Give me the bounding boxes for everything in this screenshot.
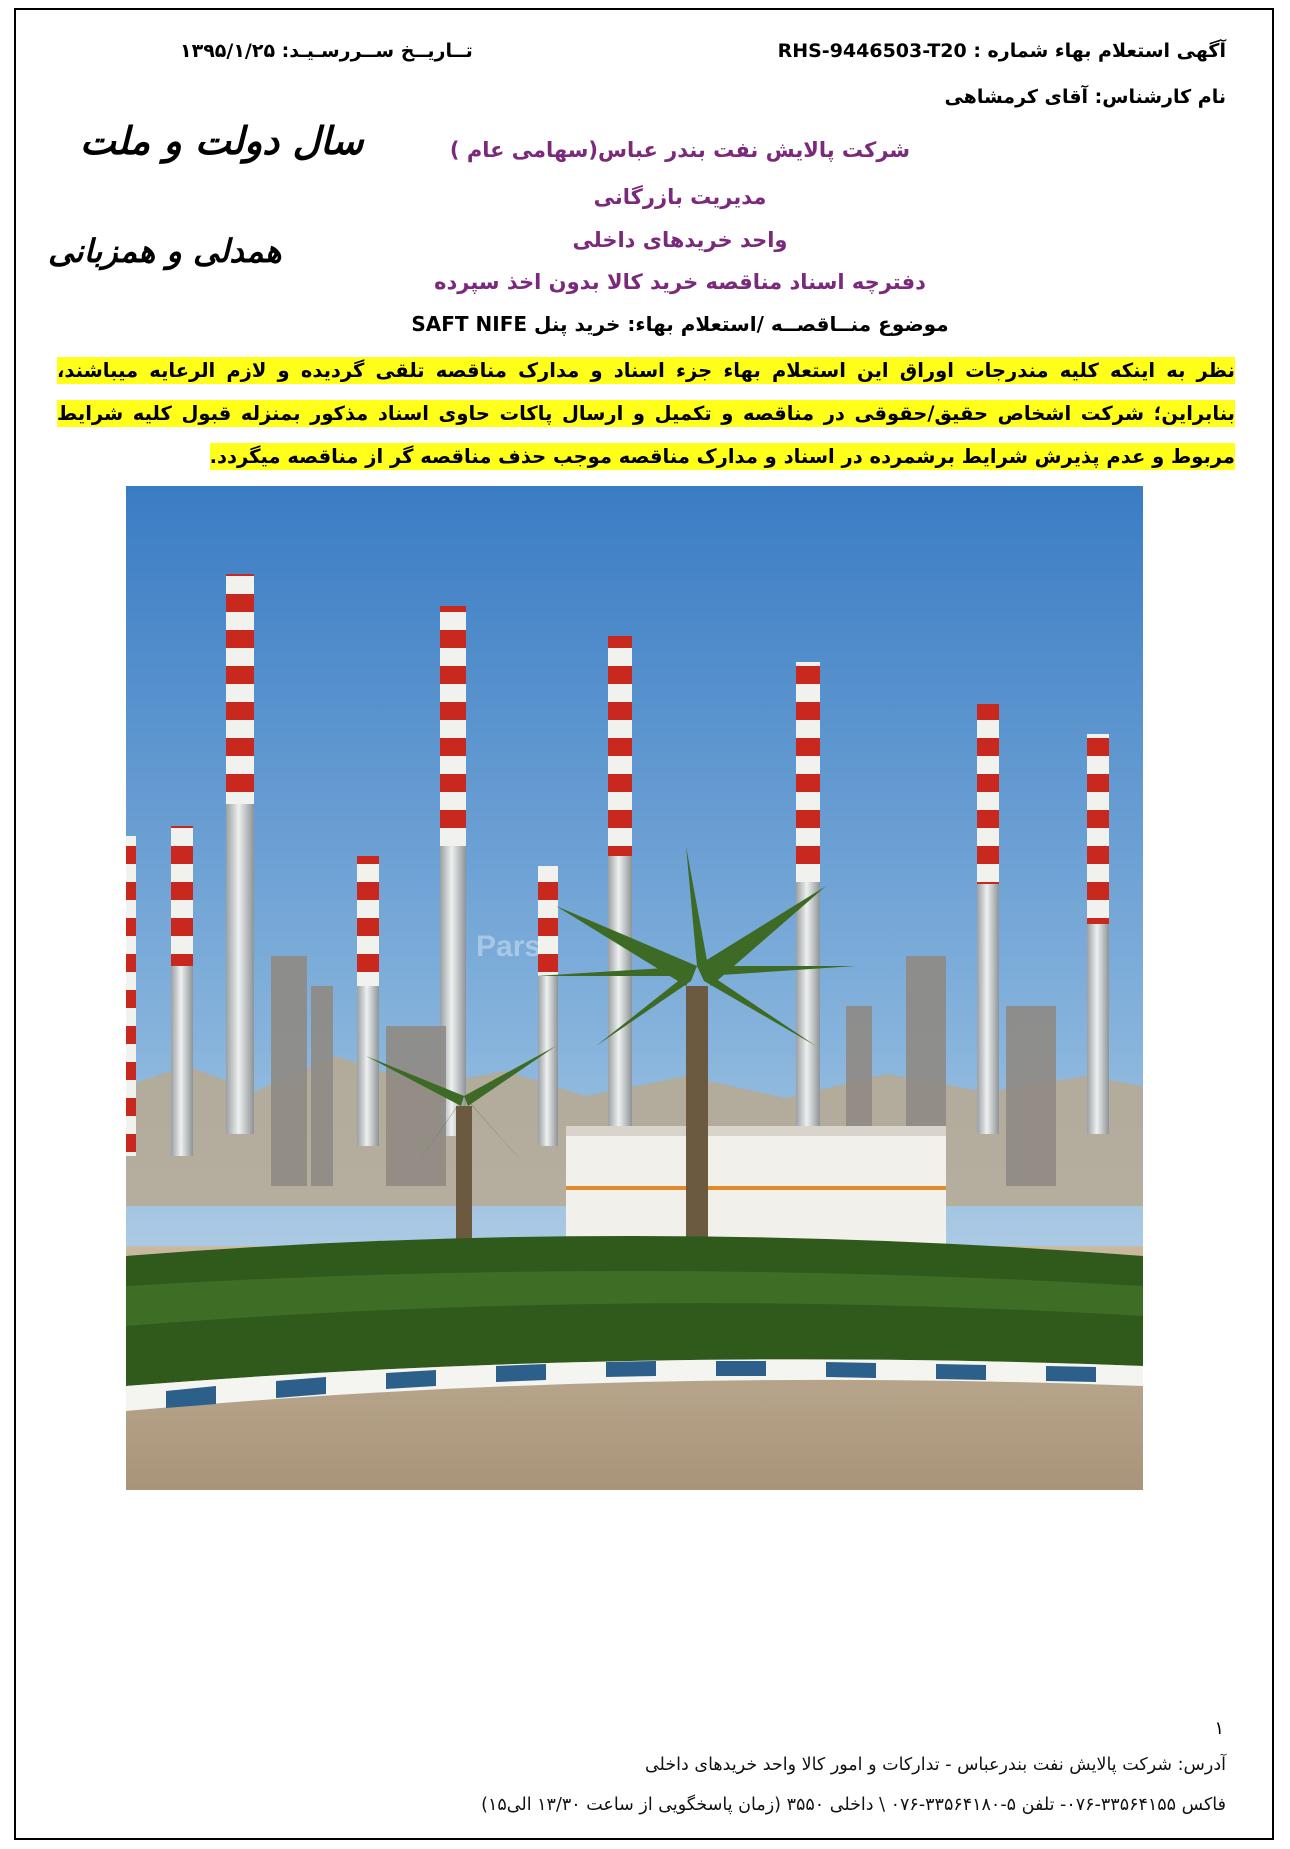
expert-name: نام کارشناس: آقای کرمشاهی — [944, 86, 1226, 108]
company-name: شرکت پالایش نفت بندر عباس(سهامی عام ) — [449, 138, 911, 162]
notice-text: نظر به اینکه کلیه مندرجات اوراق این استعلام بهاء جزء اسناد و مدارک مناقصه تلقی گردیده و لازم الرعایه میباشند، بنابراین؛ شرکت اشخاص حقیق/حقوقی در مناقصه و تکمیل و ارسال پاکات حاوی اسناد مذکور بمنزله قبول کلیه شرایط مربوط و عدم پذیرش شرایط برشمرده در اسناد و مدارک مناقصه موجب حذف مناقصه گر از مناقصه میگردد. — [57, 359, 1235, 468]
refinery-photo — [126, 486, 1143, 1490]
page-number: ۱ — [1214, 1718, 1224, 1739]
department-name: مدیریت بازرگانی — [593, 185, 767, 209]
booklet-title: دفترچه اسناد مناقصه خرید کالا بدون اخذ سپرده — [434, 270, 926, 294]
slogan-empathy: همدلی و همزبانی — [48, 232, 282, 270]
watermark-text: Pars — [476, 930, 542, 963]
footer-contact: فاکس ۳۳۵۶۴۱۵۵-۰۷۶- تلفن ۵-۳۳۵۶۴۱۸۰-۰۷۶ \ داخلی ۳۵۵۰ (زمان پاسخگویی از ساعت ۱۳/۳۰ الی۱۵) — [481, 1795, 1226, 1815]
notice-paragraph — [57, 349, 1235, 478]
footer-address: آدرس: شرکت پالایش نفت بندرعباس - تدارکات و امور کالا واحد خریدهای داخلی — [644, 1755, 1226, 1775]
unit-name: واحد خریدهای داخلی — [572, 228, 788, 252]
tender-subject: موضوع منــاقصــه /استعلام بهاء: خرید پنل SAFT NIFE — [411, 312, 949, 336]
due-date: تــاریــخ ســررسـیـد: ۱۳۹۵/۱/۲۵ — [180, 40, 473, 62]
inquiry-number: آگهی استعلام بهاء شماره : RHS-9446503-T20 — [777, 40, 1226, 62]
slogan-year: سال دولت و ملت — [80, 118, 364, 163]
